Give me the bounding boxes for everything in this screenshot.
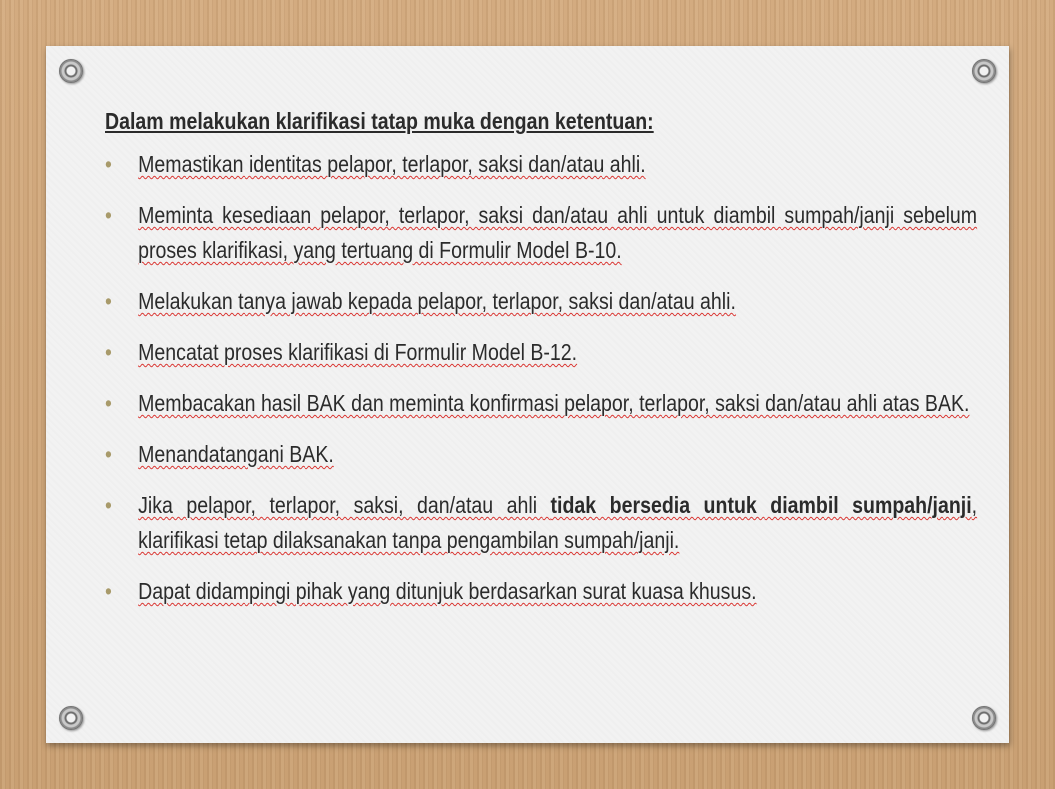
bullet-icon: • [105,151,112,177]
list-item-text: Melakukan tanya jawab kepada pelapor, terlapor, saksi dan/atau ahli. [138,288,736,314]
bullet-icon: • [105,441,112,467]
bullet-list [105,147,977,609]
list-item [105,147,977,182]
slide-content [105,104,978,625]
list-item-text-before: Jika pelapor, terlapor, saksi, dan/atau ahli [138,492,551,518]
bullet-icon: • [105,202,112,228]
slide [46,46,1009,743]
list-item-text: Dapat didampingi pihak yang ditunjuk berdasarkan surat kuasa khusus. [138,578,757,604]
list-item [105,574,977,609]
bullet-icon: • [105,339,112,365]
list-item [105,437,977,472]
list-item-text-bold: tidak bersedia untuk diambil sumpah/janji [550,492,972,518]
list-item-text: Meminta kesediaan pelapor, terlapor, saksi dan/atau ahli untuk diambil sumpah/janji sebelum proses klarifikasi, yang tertuang di Formulir Model B-10. [138,202,978,263]
list-item-text: Mencatat proses klarifikasi di Formulir Model B-12. [138,339,578,365]
bullet-icon: • [105,578,112,604]
list-item-text: Menandatangani BAK. [138,441,334,467]
list-item [105,386,977,421]
slide-heading: Dalam melakukan klarifikasi tatap muka dengan ketentuan: [105,108,654,134]
bullet-icon: • [105,390,112,416]
list-item [105,284,977,319]
list-item-text-after: , klarifikasi tetap dilaksanakan tanpa pengambilan sumpah/janji. [138,492,978,553]
bullet-icon: • [105,288,112,314]
list-item-text: Memastikan identitas pelapor, terlapor, saksi dan/atau ahli. [138,151,646,177]
list-item [105,198,977,268]
list-item [105,488,977,558]
bullet-icon: • [105,492,112,518]
pin-bottom-left-icon [59,706,83,730]
pin-bottom-right-icon [972,706,996,730]
pin-top-right-icon [972,59,996,83]
list-item-text [138,492,977,553]
pin-top-left-icon [59,59,83,83]
list-item-text: Membacakan hasil BAK dan meminta konfirmasi pelapor, terlapor, saksi dan/atau ahli atas BAK. [138,390,970,416]
list-item [105,335,977,370]
